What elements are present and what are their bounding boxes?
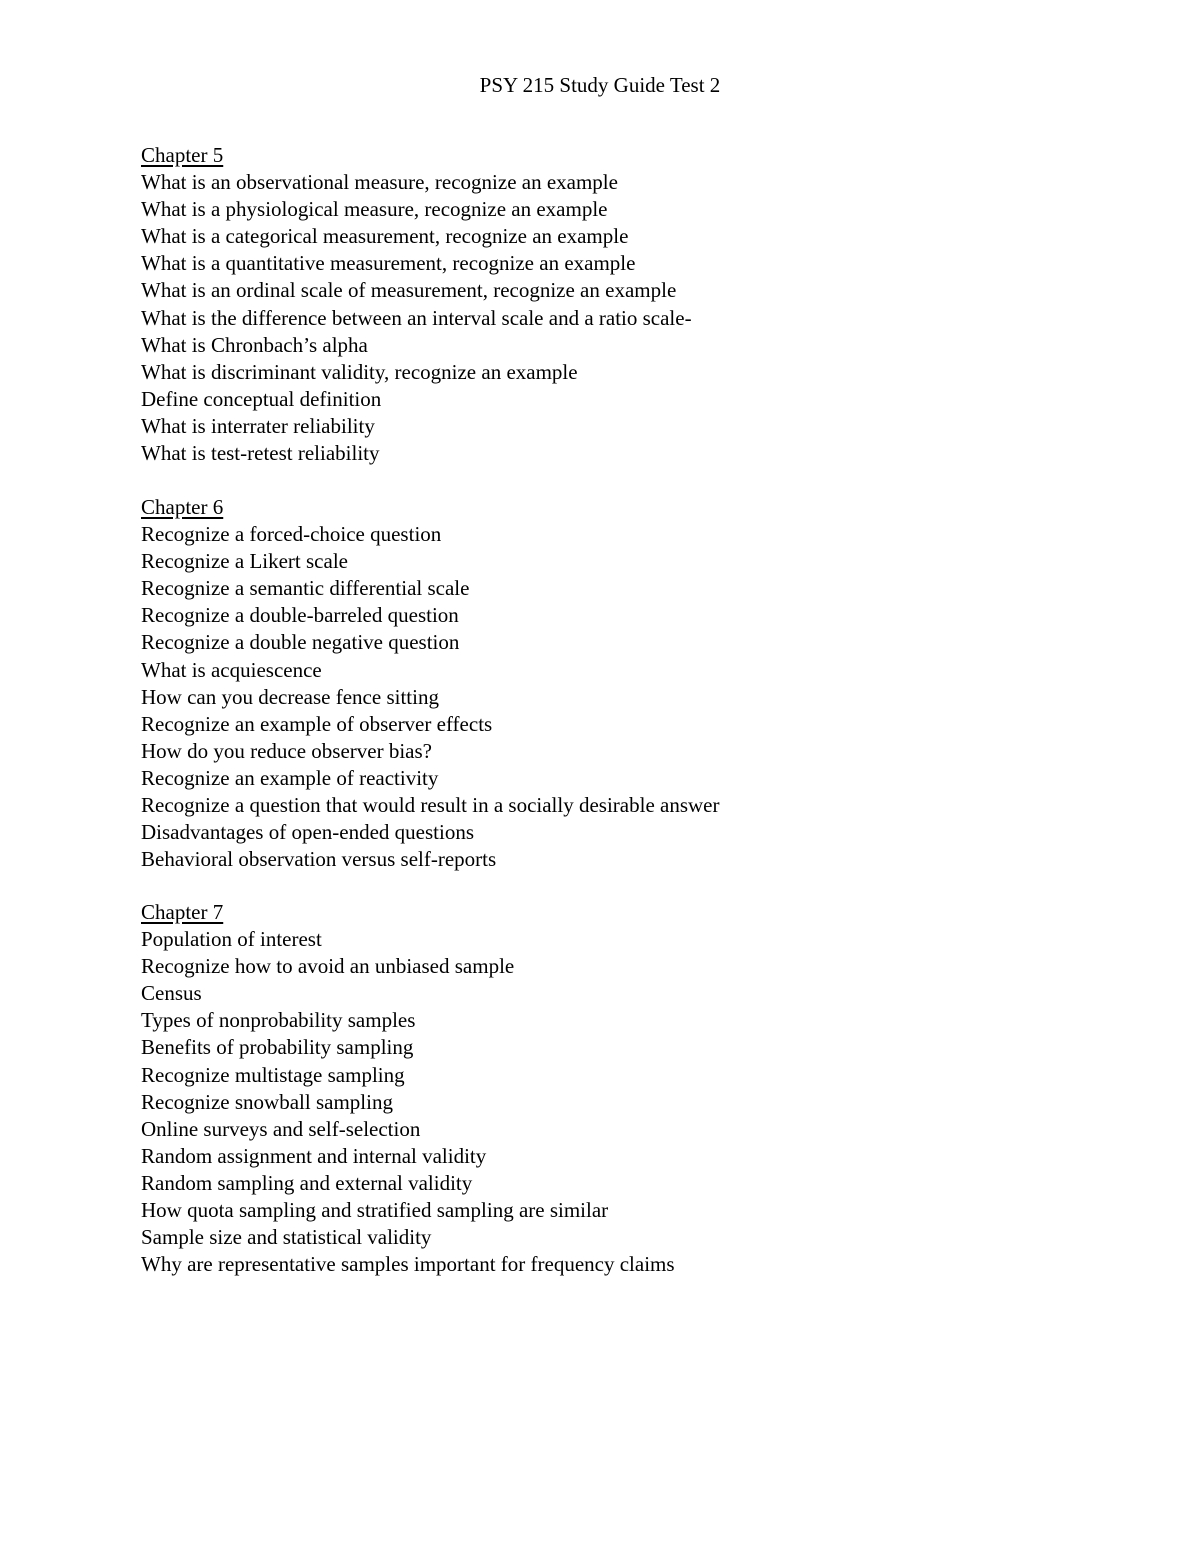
study-item: Recognize multistage sampling bbox=[141, 1062, 405, 1087]
study-item: Recognize an example of observer effects bbox=[141, 711, 493, 736]
study-item: Recognize a double-barreled question bbox=[141, 603, 459, 628]
study-item: Recognize a question that would result in a socially desirable answer bbox=[141, 793, 720, 818]
study-item: Random sampling and external validity bbox=[141, 1170, 473, 1195]
study-item: Population of interest bbox=[141, 927, 322, 952]
study-item: What is an ordinal scale of measurement, recognize an example bbox=[141, 278, 677, 303]
chapter-section bbox=[141, 494, 1041, 873]
chapter-item-list bbox=[141, 169, 1041, 467]
study-item: What is a quantitative measurement, recognize an example bbox=[141, 251, 636, 276]
study-item: Recognize an example of reactivity bbox=[141, 765, 439, 790]
study-item: How quota sampling and stratified sampling are similar bbox=[141, 1198, 609, 1223]
study-item: What is discriminant validity, recognize an example bbox=[141, 359, 578, 384]
study-item: Online surveys and self-selection bbox=[141, 1116, 421, 1141]
study-item: What is Chronbach’s alpha bbox=[141, 332, 368, 357]
page-title: PSY 215 Study Guide Test 2 bbox=[479, 73, 721, 97]
study-item: What is interrater reliability bbox=[141, 413, 375, 438]
study-item: What is the difference between an interval scale and a ratio scale- bbox=[141, 305, 692, 330]
study-item: Recognize a forced-choice question bbox=[141, 522, 442, 547]
study-item: Recognize a Likert scale bbox=[141, 549, 348, 574]
study-item: Recognize a double negative question bbox=[141, 630, 460, 655]
chapter-item-list bbox=[141, 521, 1041, 873]
study-item: Census bbox=[141, 981, 202, 1006]
study-item: Random assignment and internal validity bbox=[141, 1143, 487, 1168]
study-item: Recognize how to avoid an unbiased sample bbox=[141, 954, 515, 979]
study-item: Why are representative samples important for frequency claims bbox=[141, 1252, 675, 1277]
study-item: How can you decrease fence sitting bbox=[141, 684, 439, 709]
study-item: Types of nonprobability samples bbox=[141, 1008, 416, 1033]
study-item: Benefits of probability sampling bbox=[141, 1035, 414, 1060]
study-item: What is test-retest reliability bbox=[141, 441, 380, 466]
chapter-heading: Chapter 6 bbox=[141, 495, 224, 519]
chapter-section bbox=[141, 899, 1041, 1278]
study-item: How do you reduce observer bias? bbox=[141, 738, 432, 763]
study-item: Recognize snowball sampling bbox=[141, 1089, 393, 1114]
chapter-heading: Chapter 7 bbox=[141, 900, 224, 924]
study-item: Disadvantages of open-ended questions bbox=[141, 820, 474, 845]
study-item: What is a physiological measure, recognize an example bbox=[141, 197, 608, 222]
study-item: Behavioral observation versus self-reports bbox=[141, 847, 497, 872]
chapter-heading: Chapter 5 bbox=[141, 143, 224, 167]
study-item: What is an observational measure, recognize an example bbox=[141, 170, 618, 195]
study-item: What is a categorical measurement, recognize an example bbox=[141, 224, 629, 249]
study-item: Sample size and statistical validity bbox=[141, 1225, 432, 1250]
study-item: Define conceptual definition bbox=[141, 386, 382, 411]
chapter-section bbox=[141, 142, 1041, 467]
study-item: What is acquiescence bbox=[141, 657, 322, 682]
chapter-item-list bbox=[141, 926, 1041, 1278]
study-item: Recognize a semantic differential scale bbox=[141, 576, 470, 601]
